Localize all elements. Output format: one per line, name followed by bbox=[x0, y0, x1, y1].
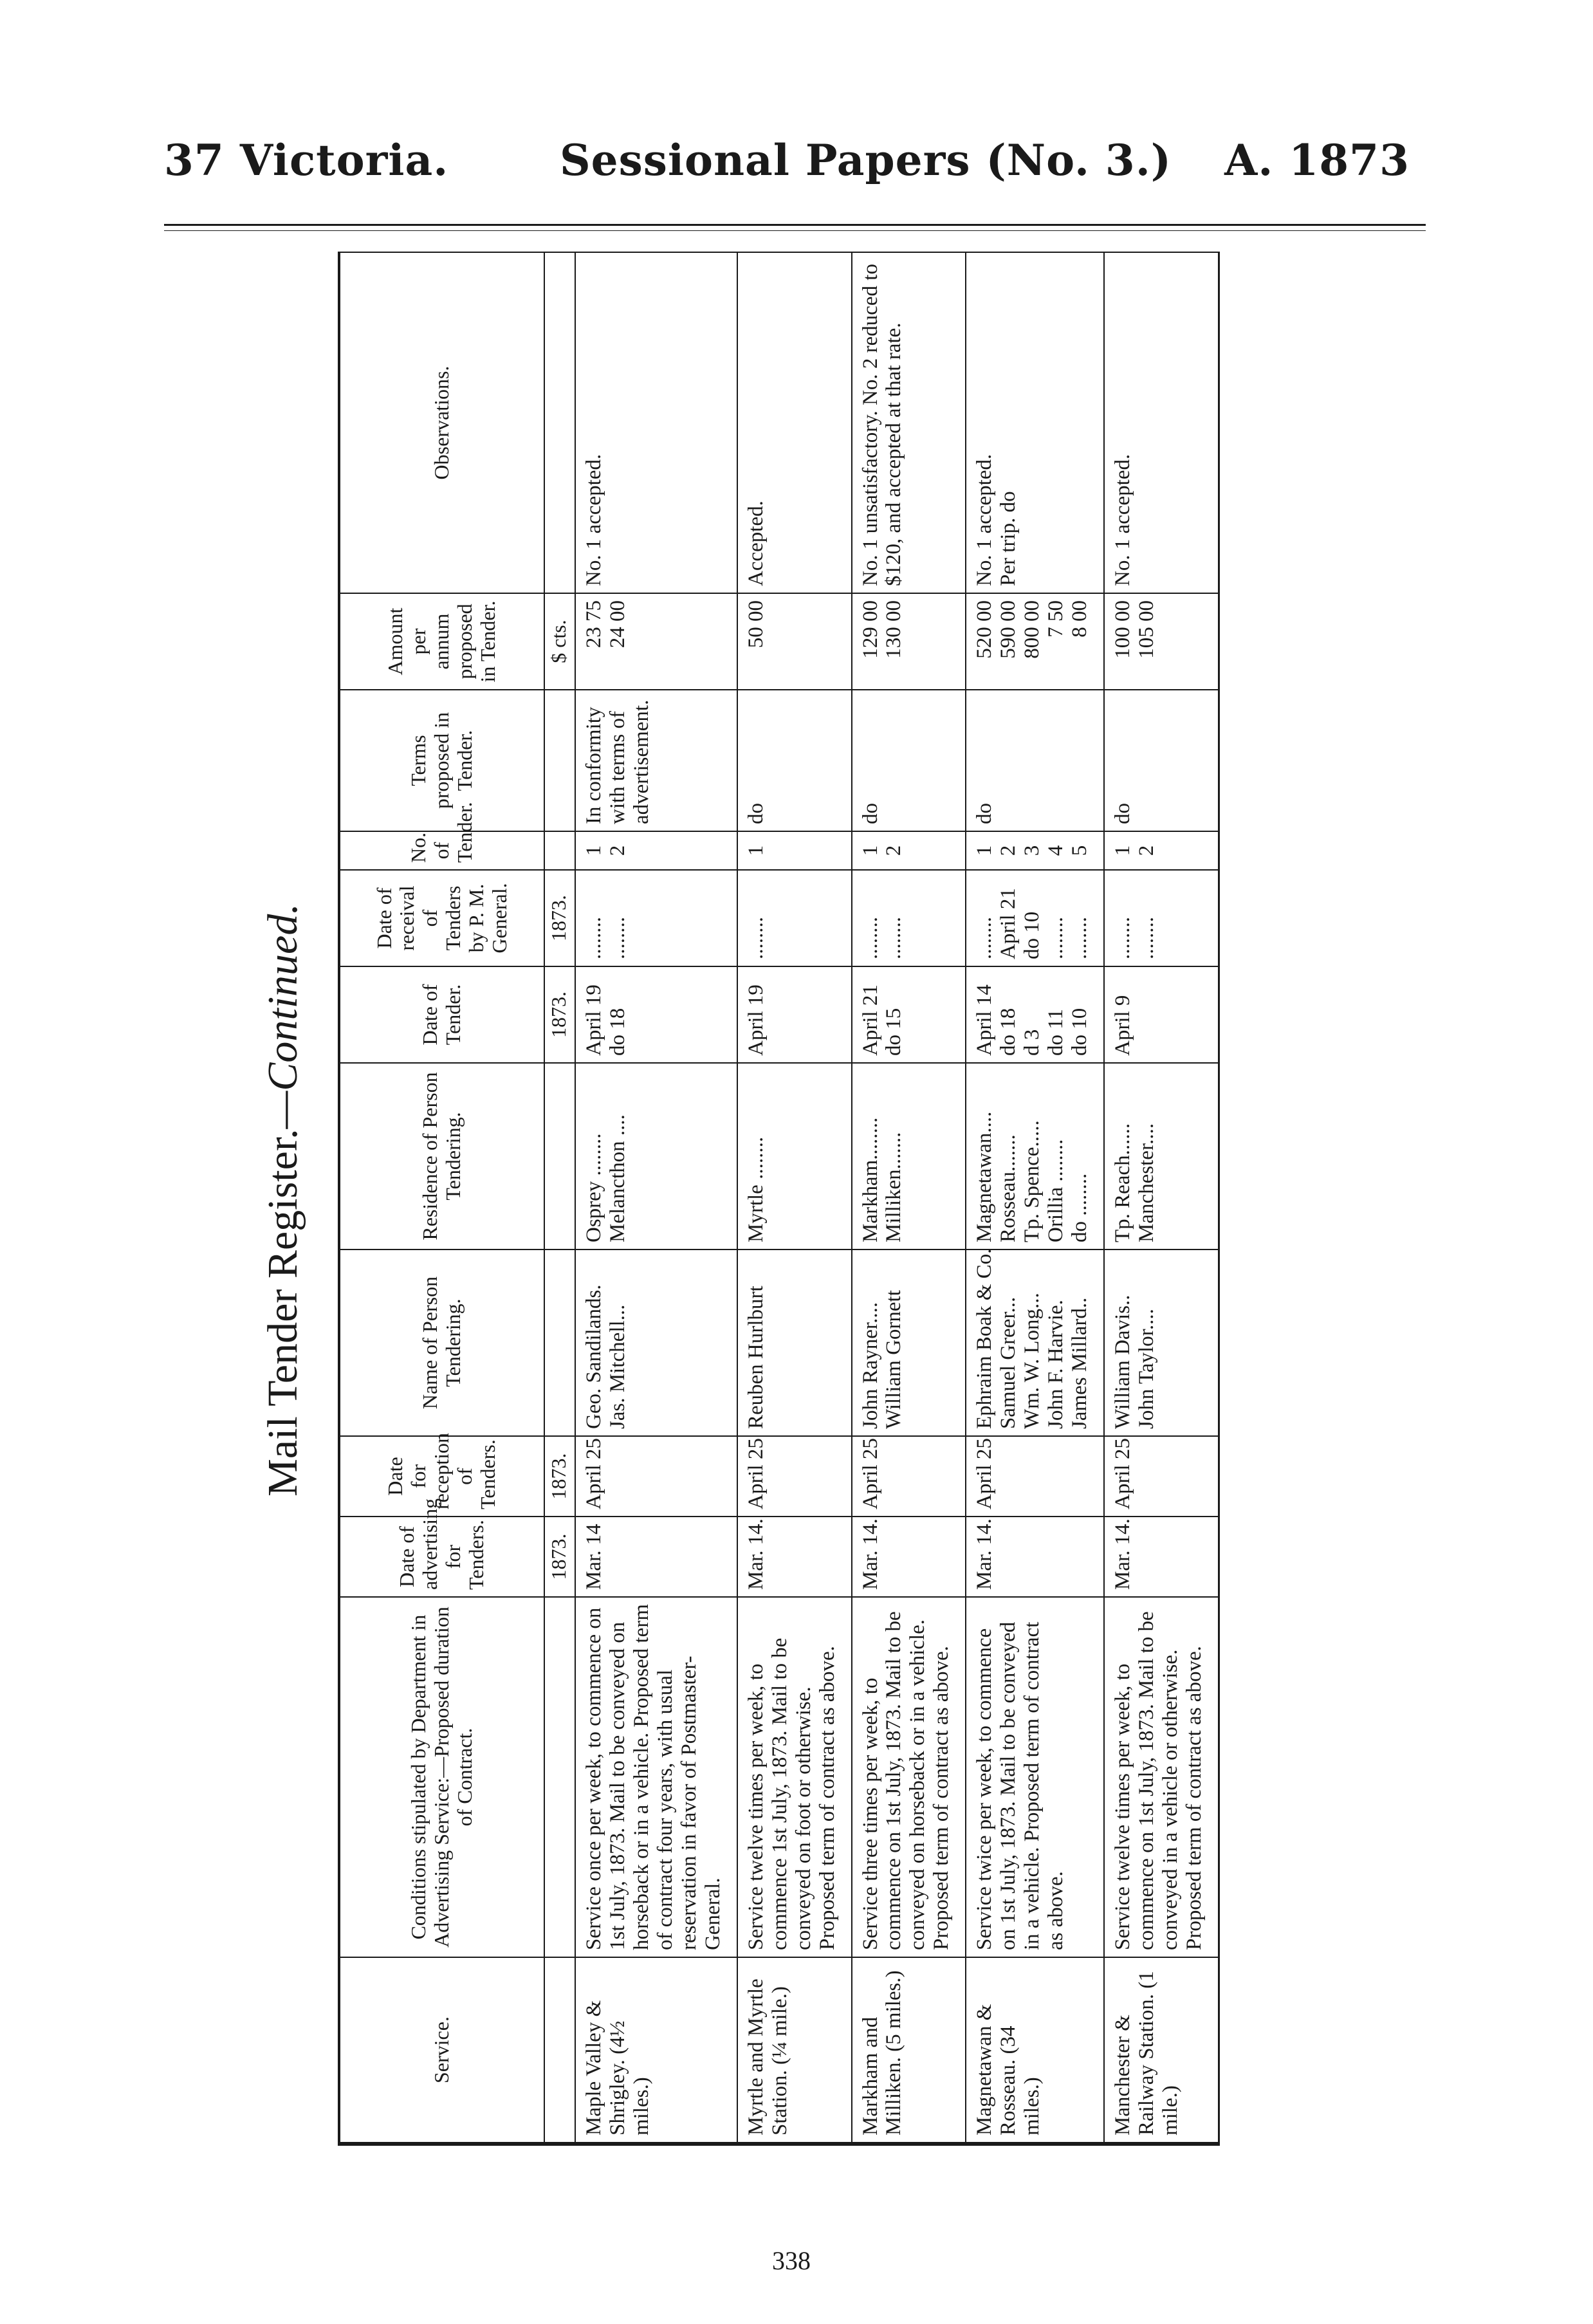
terms-text: do bbox=[858, 803, 882, 824]
no-tender-cell bbox=[852, 831, 966, 870]
page-header-left: 37 Victoria. bbox=[164, 135, 449, 185]
header-rule-thin bbox=[164, 230, 1426, 231]
tender-date: do 10 bbox=[1068, 1008, 1092, 1056]
tenderer-residence: Tp. Reach...... bbox=[1111, 1123, 1135, 1242]
observations-cell bbox=[1104, 252, 1219, 593]
tenderer-name: Geo. Sandilands. bbox=[582, 1284, 605, 1429]
tender-number: 1 bbox=[1111, 845, 1135, 856]
terms-text: In conformity with terms of advertisement. bbox=[582, 699, 653, 824]
terms-cell bbox=[852, 690, 966, 831]
col-date-receival: Date of receival of Tenders by P. M. General. bbox=[339, 870, 544, 966]
tenderer-name: John Taylor.... bbox=[1135, 1309, 1159, 1429]
observations-text: No. 1 accepted. bbox=[582, 454, 605, 586]
tender-date: d 3 bbox=[1020, 1029, 1044, 1056]
service-cell bbox=[1104, 1957, 1219, 2144]
col-amount: Amount per annum proposed in Tender. bbox=[339, 593, 544, 690]
tender-number: 5 bbox=[1068, 845, 1092, 856]
name-cell bbox=[966, 1250, 1104, 1436]
conditions-text: Service twelve times per week, to commence 1st July, 1873. Mail to be conveyed on foot or otherwise. Proposed term of contract as above. bbox=[744, 1637, 839, 1950]
observations-text: Accepted. bbox=[744, 501, 768, 586]
date-reception: April 25 bbox=[1111, 1438, 1135, 1509]
tenderer-residence: Melancthon .... bbox=[605, 1114, 629, 1242]
conditions-cell bbox=[737, 1597, 852, 1957]
year-cell-observations bbox=[544, 252, 575, 593]
tenderer-residence: Markham........ bbox=[858, 1117, 882, 1242]
rotated-table-area bbox=[228, 254, 1412, 2146]
table-row bbox=[1104, 252, 1219, 2144]
residence-cell bbox=[575, 1063, 737, 1250]
amount-cell bbox=[737, 593, 852, 690]
year-cell-amount: $ cts. bbox=[544, 593, 575, 690]
name-cell bbox=[1104, 1250, 1219, 1436]
service-cell bbox=[575, 1957, 737, 2144]
observations-cell bbox=[737, 252, 852, 593]
year-cell-date-advertising: 1873. bbox=[544, 1517, 575, 1597]
page-number: 338 bbox=[772, 2246, 811, 2275]
tenderer-residence: do ........ bbox=[1068, 1173, 1092, 1242]
date-tender-cell bbox=[737, 966, 852, 1063]
service-cell bbox=[852, 1957, 966, 2144]
date-advertising-cell bbox=[1104, 1517, 1219, 1597]
tender-receival: ........ bbox=[1044, 917, 1068, 959]
register-title bbox=[228, 254, 338, 2146]
date-receival-cell bbox=[966, 870, 1104, 966]
date-advertising: Mar. 14. bbox=[744, 1518, 768, 1590]
tender-receival: ........ bbox=[1068, 917, 1092, 959]
page-header-center: Sessional Papers (No. 3.) bbox=[560, 135, 1172, 185]
tender-number: 1 bbox=[973, 845, 997, 856]
tender-receival: ........ bbox=[605, 917, 629, 959]
table-row bbox=[966, 252, 1104, 2144]
observations-cell bbox=[575, 252, 737, 593]
tender-date: do 11 bbox=[1044, 1008, 1068, 1056]
date-receival-cell bbox=[575, 870, 737, 966]
date-reception-cell bbox=[852, 1436, 966, 1517]
register-title-suffix: —Continued. bbox=[259, 903, 306, 1129]
col-date-tender: Date of Tender. bbox=[339, 966, 544, 1063]
col-service: Service. bbox=[339, 1957, 544, 2144]
tender-amount: 8 00 bbox=[1068, 600, 1092, 638]
year-cell-residence bbox=[544, 1063, 575, 1250]
register-landscape bbox=[228, 254, 1412, 2146]
date-tender-cell bbox=[966, 966, 1104, 1063]
date-advertising-cell bbox=[737, 1517, 852, 1597]
date-reception: April 25 bbox=[582, 1438, 605, 1509]
tender-date: April 19 bbox=[744, 984, 768, 1056]
year-row bbox=[544, 252, 575, 2144]
conditions-text: Service twice per week, to commence on 1st July, 1873. Mail to be conveyed in a vehicle. Proposed term of contract as above. bbox=[973, 1621, 1068, 1950]
tender-receival: do 10 bbox=[1020, 911, 1044, 959]
conditions-text: Service three times per week, to commence on 1st July, 1873. Mail to be conveyed on horseback or in a vehicle. Proposed term of contract as above. bbox=[858, 1611, 953, 1950]
terms-text: do bbox=[744, 803, 768, 824]
service-name: Maple Valley & Shrigley. (4½ miles.) bbox=[582, 2000, 653, 2135]
tenderer-residence: Magnetawan.... bbox=[973, 1111, 997, 1242]
header-rule bbox=[164, 224, 1426, 226]
tender-number: 2 bbox=[605, 845, 629, 856]
year-cell-no bbox=[544, 831, 575, 870]
amount-cell bbox=[575, 593, 737, 690]
tender-date: April 9 bbox=[1111, 995, 1135, 1056]
col-no-tender: No. of Tender. bbox=[339, 831, 544, 870]
page-header-right: A. 1873 bbox=[1224, 135, 1410, 185]
date-advertising: Mar. 14. bbox=[858, 1518, 882, 1590]
amount-cell bbox=[1104, 593, 1219, 690]
tender-amount: 105 00 bbox=[1135, 600, 1159, 659]
no-tender-cell bbox=[1104, 831, 1219, 870]
year-cell-service bbox=[544, 1957, 575, 2144]
date-reception: April 25 bbox=[744, 1438, 768, 1509]
observations-cell bbox=[966, 252, 1104, 593]
tenderer-name: Reuben Hurlburt bbox=[744, 1286, 768, 1429]
name-cell bbox=[852, 1250, 966, 1436]
date-reception-cell bbox=[966, 1436, 1104, 1517]
residence-cell bbox=[1104, 1063, 1219, 1250]
conditions-text: Service once per week, to commence on 1st July, 1873. Mail to be conveyed on horseback or in a vehicle. Proposed term of contract four years, with usual reservation in favor of Postmaster-General. bbox=[582, 1604, 724, 1950]
tenderer-name: Jas. Mitchell... bbox=[605, 1304, 629, 1429]
tender-date: do 18 bbox=[997, 1008, 1020, 1056]
tender-receival: ........ bbox=[882, 917, 906, 959]
date-advertising-cell bbox=[575, 1517, 737, 1597]
date-advertising: Mar. 14. bbox=[973, 1518, 997, 1590]
tender-receival: ........ bbox=[744, 917, 768, 959]
tender-amount: 590 00 bbox=[997, 600, 1020, 659]
date-tender-cell bbox=[852, 966, 966, 1063]
tenderer-name: John Rayner.... bbox=[858, 1302, 882, 1429]
tender-date: April 19 bbox=[582, 984, 605, 1056]
date-advertising-cell bbox=[966, 1517, 1104, 1597]
col-residence: Residence of Person Tendering. bbox=[339, 1063, 544, 1250]
tenderer-residence: Rosseau....... bbox=[997, 1134, 1020, 1242]
tender-date: April 21 bbox=[858, 984, 882, 1056]
year-cell-terms bbox=[544, 690, 575, 831]
no-tender-cell bbox=[737, 831, 852, 870]
tender-amount: 50 00 bbox=[744, 600, 768, 649]
tender-amount: 24 00 bbox=[605, 600, 629, 649]
tenderer-name: William Gornett bbox=[882, 1290, 906, 1429]
year-cell-date-tender: 1873. bbox=[544, 966, 575, 1063]
tenderer-name: Wm. W. Long... bbox=[1020, 1293, 1044, 1429]
tender-receival: ........ bbox=[973, 917, 997, 959]
service-name: Markham and Milliken. (5 miles.) bbox=[858, 1970, 906, 2135]
tender-number: 2 bbox=[1135, 845, 1159, 856]
residence-cell bbox=[966, 1063, 1104, 1250]
tender-register-table bbox=[338, 252, 1220, 2146]
residence-cell bbox=[852, 1063, 966, 1250]
tender-number: 1 bbox=[744, 845, 768, 856]
tender-amount: 129 00 bbox=[858, 600, 882, 659]
col-terms: Terms proposed in Tender. bbox=[339, 690, 544, 831]
tenderer-name: William Davis.. bbox=[1111, 1295, 1135, 1429]
tender-number: 2 bbox=[882, 845, 906, 856]
col-conditions: Conditions stipulated by Department in Advertising Service:—Proposed duration of Contract. bbox=[339, 1597, 544, 1957]
col-date-reception: Date for reception of Tenders. bbox=[339, 1436, 544, 1517]
tenderer-name: Samuel Greer... bbox=[997, 1296, 1020, 1429]
tender-receival: April 21 bbox=[997, 888, 1020, 959]
observations-extra: Per trip. do bbox=[997, 491, 1020, 586]
date-receival-cell bbox=[737, 870, 852, 966]
year-cell-name bbox=[544, 1250, 575, 1436]
col-name: Name of Person Tendering. bbox=[339, 1250, 544, 1436]
tenderer-name: John F. Harvie. bbox=[1044, 1300, 1068, 1429]
tender-amount: 7 50 bbox=[1044, 600, 1068, 638]
tender-date: April 14 bbox=[973, 984, 997, 1056]
terms-text: do bbox=[1111, 803, 1135, 824]
tenderer-residence: Myrtle ........ bbox=[744, 1136, 768, 1242]
tenderer-residence: Osprey ........ bbox=[582, 1133, 605, 1242]
service-name: Manchester & Railway Station. (1 mile.) bbox=[1111, 1971, 1183, 2135]
tenderer-residence: Orillia ........ bbox=[1044, 1139, 1068, 1242]
conditions-cell bbox=[852, 1597, 966, 1957]
tender-receival: ........ bbox=[858, 917, 882, 959]
terms-cell bbox=[1104, 690, 1219, 831]
tender-amount: 520 00 bbox=[973, 600, 997, 659]
tender-amount: 800 00 bbox=[1020, 600, 1044, 659]
date-reception-cell bbox=[575, 1436, 737, 1517]
tender-date: do 18 bbox=[605, 1008, 629, 1056]
date-tender-cell bbox=[1104, 966, 1219, 1063]
conditions-cell bbox=[966, 1597, 1104, 1957]
observations-cell bbox=[852, 252, 966, 593]
date-advertising: Mar. 14 bbox=[582, 1524, 605, 1590]
tender-receival: ........ bbox=[1111, 917, 1135, 959]
terms-cell bbox=[575, 690, 737, 831]
date-receival-cell bbox=[852, 870, 966, 966]
amount-cell bbox=[852, 593, 966, 690]
service-cell bbox=[966, 1957, 1104, 2144]
service-name: Myrtle and Myrtle Station. (¼ mile.) bbox=[744, 1978, 791, 2135]
date-tender-cell bbox=[575, 966, 737, 1063]
date-receival-cell bbox=[1104, 870, 1219, 966]
name-cell bbox=[575, 1250, 737, 1436]
tender-amount: 23 75 bbox=[582, 600, 605, 649]
terms-text: do bbox=[973, 803, 997, 824]
no-tender-cell bbox=[966, 831, 1104, 870]
tender-number: 1 bbox=[582, 845, 605, 856]
header-row bbox=[339, 252, 544, 2144]
tender-number: 4 bbox=[1044, 845, 1068, 856]
tenderer-residence: Tp. Spence..... bbox=[1020, 1120, 1044, 1242]
date-advertising: Mar. 14. bbox=[1111, 1518, 1135, 1590]
residence-cell bbox=[737, 1063, 852, 1250]
tenderer-name: Ephraim Boak & Co. bbox=[973, 1248, 997, 1429]
tender-number: 1 bbox=[858, 845, 882, 856]
date-reception: April 25 bbox=[858, 1438, 882, 1509]
tenderer-residence: Manchester.... bbox=[1135, 1123, 1159, 1242]
amount-cell bbox=[966, 593, 1104, 690]
table-row bbox=[852, 252, 966, 2144]
date-reception: April 25 bbox=[973, 1438, 997, 1509]
col-date-advertising: Date of advertising for Tenders. bbox=[339, 1517, 544, 1597]
date-reception-cell bbox=[737, 1436, 852, 1517]
tender-amount: 100 00 bbox=[1111, 600, 1135, 659]
date-advertising-cell bbox=[852, 1517, 966, 1597]
conditions-text: Service twelve times per week, to commence on 1st July, 1873. Mail to be conveyed in a vehicle or otherwise. Proposed term of contract as above. bbox=[1111, 1611, 1206, 1950]
year-cell-date-receival: 1873. bbox=[544, 870, 575, 966]
service-name: Magnetawan & Rosseau. (34 miles.) bbox=[973, 2004, 1044, 2135]
tender-number: 2 bbox=[997, 845, 1020, 856]
tender-receival: ........ bbox=[1135, 917, 1159, 959]
tenderer-residence: Milliken....... bbox=[882, 1132, 906, 1242]
conditions-cell bbox=[575, 1597, 737, 1957]
date-reception-cell bbox=[1104, 1436, 1219, 1517]
table-row bbox=[575, 252, 737, 2144]
terms-cell bbox=[966, 690, 1104, 831]
tender-date: do 15 bbox=[882, 1008, 906, 1056]
no-tender-cell bbox=[575, 831, 737, 870]
tenderer-name: James Millard.. bbox=[1068, 1297, 1092, 1429]
tender-receival: ........ bbox=[582, 917, 605, 959]
col-observations: Observations. bbox=[339, 252, 544, 593]
conditions-cell bbox=[1104, 1597, 1219, 1957]
year-cell-conditions bbox=[544, 1597, 575, 1957]
register-title-text: Mail Tender Register. bbox=[259, 1129, 306, 1497]
service-cell bbox=[737, 1957, 852, 2144]
observations-text: No. 1 unsatisfactory. No. 2 reduced to $120, and accepted at that rate. bbox=[858, 264, 906, 586]
year-cell-date-reception: 1873. bbox=[544, 1436, 575, 1517]
observations-text: No. 1 accepted. bbox=[973, 454, 997, 586]
name-cell bbox=[737, 1250, 852, 1436]
terms-cell bbox=[737, 690, 852, 831]
table-row bbox=[737, 252, 852, 2144]
tender-number: 3 bbox=[1020, 845, 1044, 856]
tender-amount: 130 00 bbox=[882, 600, 906, 659]
observations-text: No. 1 accepted. bbox=[1111, 454, 1135, 586]
